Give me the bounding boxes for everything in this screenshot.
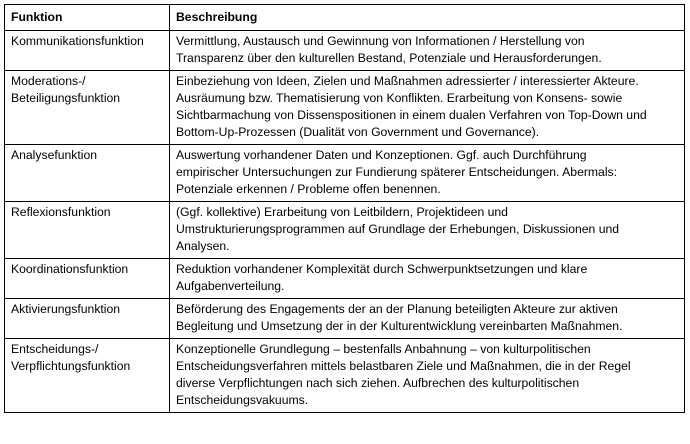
table-row [5,202,685,259]
description-cell [170,31,685,71]
description-cell [170,145,685,202]
table-row [5,71,685,145]
description-cell [170,202,685,259]
function-description: Konzeptionelle Grundlegung – bestenfalls Anbahnung – von kulturpolitischen Entscheidungsverfahren mittels belastbaren Ziele und Maßnahmen, die in der Regel diverse Verpflichtungen nach sich ziehen. Aufbrechen des kulturpolitischen Entscheidungsvakuums. [176,342,631,407]
function-name: Moderations-/ Beteiligungsfunktion [11,74,121,105]
function-description: Einbeziehung von Ideen, Zielen und Maßnahmen adressierter / interessierter Akteure. Ausräumung bzw. Thematisierung von Konflikten. Erarbeitung von Konsens- sowie Sichtbarmachung von Dissenspositionen in einem dualen Verfahren von Top-Down und Bottom-Up-Prozessen (Dualität von Government und Governance). [176,74,647,139]
table-row [5,259,685,299]
header-beschreibung: Beschreibung [170,5,685,31]
function-name: Analysefunktion [11,148,98,162]
function-description: Reduktion vorhandener Komplexität durch Schwerpunktsetzungen und klare Aufgabenverteilung. [176,262,588,293]
function-cell [5,71,170,145]
function-description: Vermittlung, Austausch und Gewinnung von Informationen / Herstellung von Transparenz über den kulturellen Bestand, Potenziale und Herausforderungen. [176,34,602,65]
function-name: Reflexionsfunktion [11,205,111,219]
function-cell [5,259,170,299]
function-description: Auswertung vorhandener Daten und Konzeptionen. Ggf. auch Durchführung empirischer Untersuchungen zur Fundierung späterer Entscheidungen. Abermals: Potenziale erkennen / Probleme offen benennen. [176,148,618,196]
function-cell [5,202,170,259]
description-cell [170,259,685,299]
function-description: (Ggf. kollektive) Erarbeitung von Leitbildern, Projektideen und Umstrukturierungsprogrammen auf Grundlage der Erhebungen, Diskussionen und Analysen. [176,205,620,253]
description-cell [170,299,685,339]
function-cell [5,339,170,413]
function-name: Aktivierungsfunktion [11,302,121,316]
functions-table [4,4,685,413]
table-row [5,299,685,339]
function-cell [5,31,170,71]
table-header-row [5,5,685,31]
table-row [5,339,685,413]
description-cell [170,339,685,413]
table-row [5,145,685,202]
function-name: Kommunikationsfunktion [11,34,144,48]
function-name: Koordinationsfunktion [11,262,129,276]
function-cell [5,145,170,202]
description-cell [170,71,685,145]
header-funktion: Funktion [5,5,170,31]
function-cell [5,299,170,339]
function-description: Beförderung des Engagements der an der Planung beteiligten Akteure zur aktiven Begleitung und Umsetzung der in der Kulturentwicklung vereinbarten Maßnahmen. [176,302,623,333]
function-name: Entscheidungs-/ Verpflichtungsfunktion [11,342,131,373]
table-row [5,31,685,71]
